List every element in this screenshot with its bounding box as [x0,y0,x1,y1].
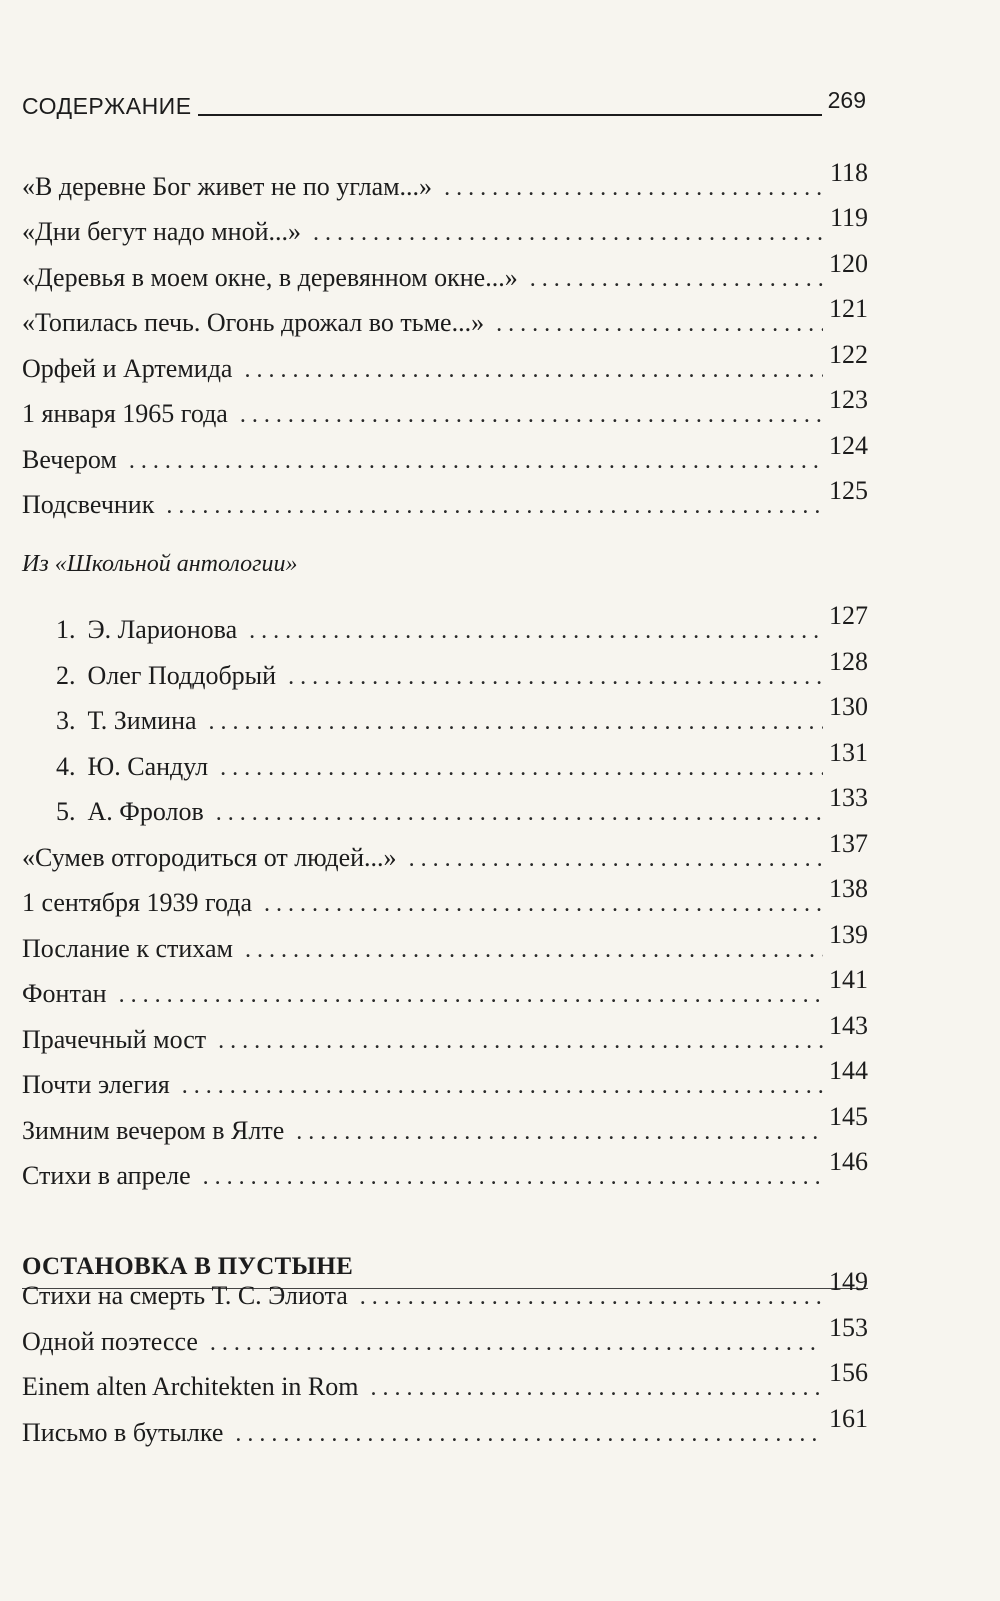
dot-leader [264,892,823,916]
toc-entry-page: 124 [829,431,868,460]
toc-entry [22,387,868,427]
toc-entry-page: 118 [829,158,868,187]
dot-leader [119,983,823,1007]
toc-entry-title: 1 сентября 1939 года [22,888,253,917]
toc-entry-page: 138 [829,874,868,903]
toc-entry [22,160,868,200]
toc-entry-title: Орфей и Артемида [22,354,233,383]
dot-leader [409,847,823,871]
toc-entry-title: «В деревне Бог живет не по углам...» [22,172,433,201]
toc-entry-page: 125 [829,476,868,505]
dot-leader [370,1376,823,1400]
toc-entry-page: 143 [829,1011,868,1040]
toc-entry-page: 146 [829,1147,868,1176]
toc-entry [56,694,868,734]
toc-entry-title: 1 января 1965 года [22,399,228,428]
toc-entry [22,1013,868,1053]
toc-entry [22,1058,868,1098]
toc-entry-title: Вечером [22,445,117,474]
toc-entry [22,876,868,916]
toc-entry-page: 133 [829,783,868,812]
dot-leader [216,801,823,825]
toc-entry-title: Почти элегия [22,1070,170,1099]
toc-entry-title: Олег Поддобрый [87,661,277,690]
toc-entry-page: 141 [829,965,868,994]
toc-entry [56,740,868,780]
toc-entry-page: 123 [829,385,868,414]
toc-entry-page: 127 [829,601,868,630]
toc-entry [22,1269,868,1309]
dot-leader [235,1422,823,1446]
toc-entry-page: 130 [829,692,868,721]
toc-entry [22,478,868,518]
running-header [22,86,866,120]
toc-entry [22,1149,868,1189]
dot-leader [496,312,823,336]
toc-entry-page: 161 [829,1404,868,1433]
toc-entry-page: 121 [829,294,868,323]
toc-entry-title: Письмо в бутылке [22,1418,224,1447]
dot-leader [245,938,823,962]
toc-entry-title: «Сумев отгородиться от людей...» [22,843,397,872]
toc-entry [56,649,868,689]
toc-entry-title: Одной поэтессе [22,1327,198,1356]
dot-leader [182,1074,823,1098]
anthology-label: Из «Школьной антологии» [22,551,298,577]
toc-entry [22,205,868,245]
toc-entry-page: 122 [829,340,868,369]
toc-entry-number: 5. [56,797,76,826]
toc-entry-page: 120 [829,249,868,278]
toc-entry-page: 149 [829,1267,868,1296]
toc-entry [22,831,868,871]
toc-entry [22,1315,868,1355]
toc-entry-page: 156 [829,1358,868,1387]
dot-leader [288,665,823,689]
toc-entry-title: Ю. Сандул [87,752,209,781]
running-header-rule [198,114,822,116]
dot-leader [240,403,823,427]
toc-entry-page: 128 [829,647,868,676]
toc-entry-title: Зимним вечером в Ялте [22,1116,285,1145]
toc-entry-title: Послание к стихам [22,934,233,963]
dot-leader [360,1285,823,1309]
toc-entry-title: Подсвечник [22,490,155,519]
dot-leader [220,756,823,780]
dot-leader [166,494,823,518]
toc-entry-page: 153 [829,1313,868,1342]
dot-leader [129,449,823,473]
toc-entry [22,433,868,473]
toc-entry-title: Прачечный мост [22,1025,207,1054]
toc-entry [22,251,868,291]
toc-entry-page: 145 [829,1102,868,1131]
toc-entry-number: 3. [56,706,76,735]
toc-entry-title: Э. Ларионова [87,615,238,644]
toc-entry-title: А. Фролов [87,797,204,826]
toc-entry-number: 4. [56,752,76,781]
dot-leader [249,619,823,643]
toc-entry-page: 144 [829,1056,868,1085]
toc-entry-page: 137 [829,829,868,858]
toc-entry [22,1104,868,1144]
toc-entry [22,296,868,336]
toc-entry [56,785,868,825]
toc-entry [56,603,868,643]
running-header-page-number: 269 [827,87,866,113]
toc-entry [22,922,868,962]
toc-entry [22,342,868,382]
dot-leader [296,1120,823,1144]
toc-entry-title: Стихи в апреле [22,1161,191,1190]
toc-entry-title: Т. Зимина [87,706,197,735]
toc-entry-page: 139 [829,920,868,949]
dot-leader [203,1165,823,1189]
toc-entry [22,967,868,1007]
running-header-title: СОДЕРЖАНИЕ [22,93,192,119]
section-heading: ОСТАНОВКА В ПУСТЫНЕ [22,1253,354,1280]
dot-leader [530,267,823,291]
toc-entry-title: «Топилась печь. Огонь дрожал во тьме...» [22,308,485,337]
toc-entry-title: Стихи на смерть Т. С. Элиота [22,1281,348,1310]
toc-entry-title: Фонтан [22,979,107,1008]
toc-entry [22,1360,868,1400]
dot-leader [209,710,823,734]
dot-leader [313,221,824,245]
toc-entry-page: 119 [829,203,868,232]
dot-leader [444,176,824,200]
toc-entry-page: 131 [829,738,868,767]
toc-entry-title: Einem alten Architekten in Rom [22,1372,359,1401]
toc-entry-number: 1. [56,615,76,644]
toc-entry-number: 2. [56,661,76,690]
toc-entry [22,1406,868,1446]
toc-entry-title: «Дни бегут надо мной...» [22,217,301,246]
dot-leader [244,358,823,382]
toc-entry-title: «Деревья в моем окне, в деревянном окне...» [22,263,518,292]
dot-leader [218,1029,823,1053]
dot-leader [210,1331,823,1355]
